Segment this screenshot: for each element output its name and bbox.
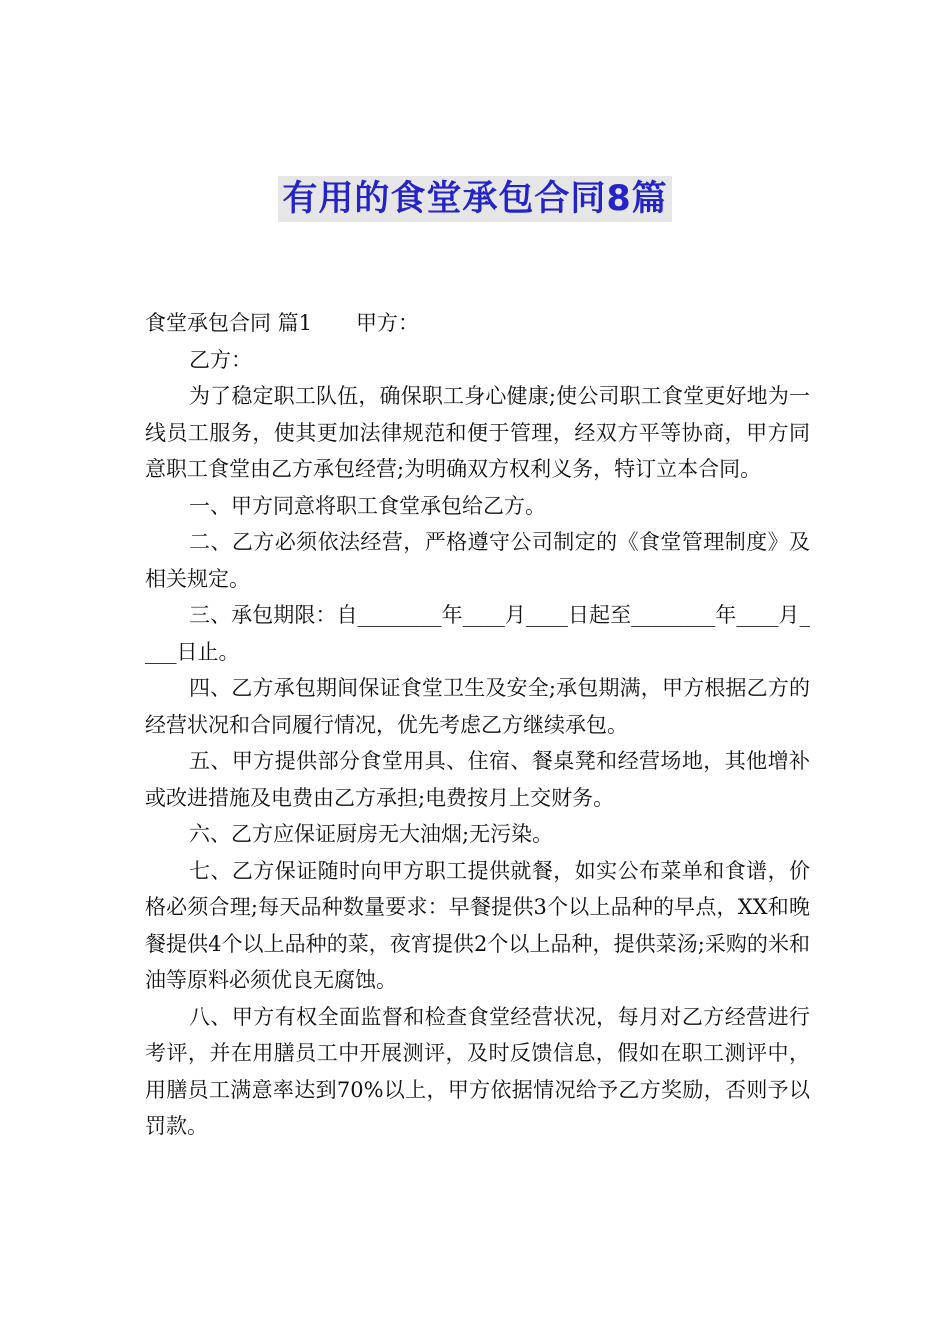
clause-2: 二、乙方必须依法经营，严格遵守公司制定的《食堂管理制度》及相关规定。 bbox=[145, 530, 810, 591]
document-body bbox=[145, 305, 810, 1145]
clause-4: 四、乙方承包期间保证食堂卫生及安全;承包期满，甲方根据乙方的经营状况和合同履行情况，优先考虑乙方继续承包。 bbox=[145, 676, 810, 737]
section-label: 食堂承包合同 篇1 bbox=[145, 311, 313, 335]
document-title: 有用的食堂承包合同8篇 bbox=[278, 176, 671, 222]
clause-5: 五、甲方提供部分食堂用具、住宿、餐桌凳和经营场地，其他增补或改进措施及电费由乙方承担;电费按月上交财务。 bbox=[145, 749, 810, 810]
section-heading bbox=[145, 305, 810, 342]
party-a-label: 甲方： bbox=[356, 311, 420, 335]
preamble-paragraph: 为了稳定职工队伍，确保职工身心健康;使公司职工食堂更好地为一线员工服务，使其更加法律规范和便于管理，经双方平等协商，甲方同意职工食堂由乙方承包经营;为明确双方权利义务，特订立本合同。 bbox=[145, 384, 810, 481]
party-b-label: 乙方： bbox=[189, 347, 252, 372]
clause-8: 八、甲方有权全面监督和检查食堂经营状况，每月对乙方经营进行考评，并在用膳员工中开展测评，及时反馈信息，假如在职工测评中，用膳员工满意率达到70%以上，甲方依据情况给予乙方奖励，否则予以罚款。 bbox=[145, 1004, 810, 1138]
title-area bbox=[0, 176, 950, 222]
clause-1: 一、甲方同意将职工食堂承包给乙方。 bbox=[189, 493, 546, 518]
clause-7: 七、乙方保证随时向甲方职工提供就餐，如实公布菜单和食谱，价格必须合理;每天品种数量要求：早餐提供3个以上品种的早点，XX和晚餐提供4个以上品种的菜，夜宵提供2个以上品种，提供菜汤;采购的米和油等原料必须优良无腐蚀。 bbox=[145, 858, 810, 992]
clause-3: 三、承包期限：自________年____月____日起至________年____月____日止。 bbox=[145, 603, 810, 664]
clause-6: 六、乙方应保证厨房无大油烟;无污染。 bbox=[189, 822, 554, 846]
